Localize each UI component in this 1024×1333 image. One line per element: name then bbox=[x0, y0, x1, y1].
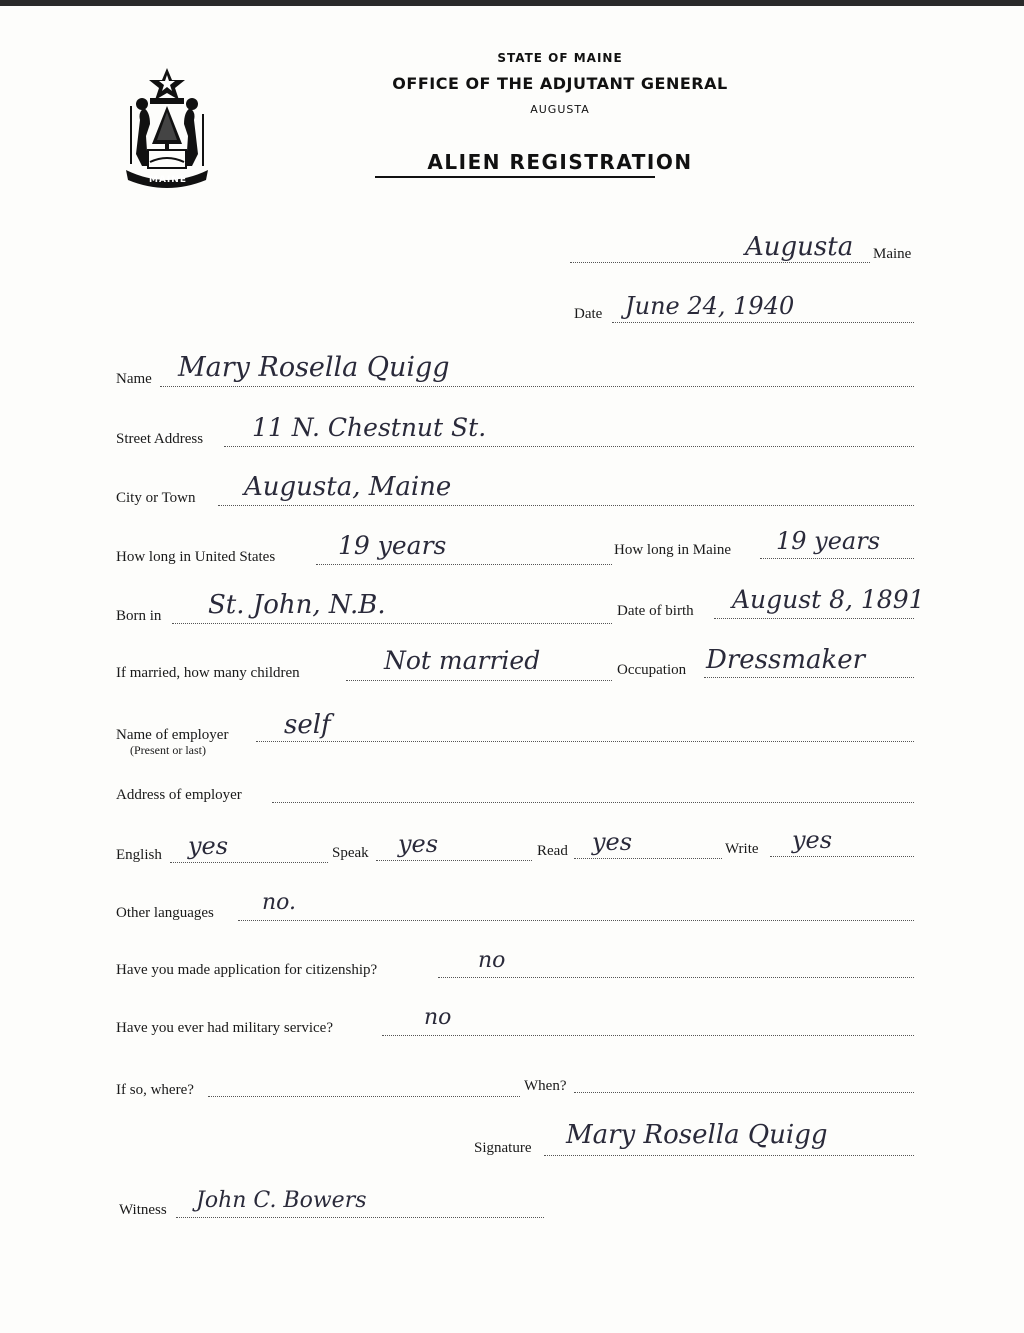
signature-value: Mary Rosella Quigg bbox=[566, 1120, 828, 1150]
place-value: Augusta bbox=[745, 232, 854, 262]
military-line bbox=[382, 1035, 914, 1036]
place-line bbox=[570, 262, 870, 263]
maine-duration-line bbox=[760, 558, 914, 559]
other-languages-line bbox=[238, 920, 914, 921]
date-value: June 24, 1940 bbox=[625, 292, 795, 320]
name-label: Name bbox=[116, 371, 152, 387]
form-title: ALIEN REGISTRATION bbox=[427, 150, 693, 174]
occupation-label: Occupation bbox=[617, 662, 687, 678]
english-label: English bbox=[116, 847, 162, 863]
us-duration-label: How long in United States bbox=[116, 549, 276, 565]
date-line bbox=[612, 322, 914, 323]
maine-duration-label: How long in Maine bbox=[614, 542, 732, 558]
read-label: Read bbox=[537, 843, 568, 859]
title-underline bbox=[375, 176, 655, 178]
write-value: yes bbox=[792, 826, 833, 854]
where-label: If so, where? bbox=[116, 1082, 194, 1098]
place-suffix: Maine bbox=[873, 246, 912, 262]
other-languages-label: Other languages bbox=[116, 905, 214, 921]
city-heading: AUGUSTA bbox=[530, 103, 590, 116]
city-line bbox=[218, 505, 914, 506]
write-label: Write bbox=[725, 841, 759, 857]
children-line bbox=[346, 680, 612, 681]
employer-sublabel: (Present or last) bbox=[130, 743, 206, 757]
dob-value: August 8, 1891 bbox=[732, 585, 925, 614]
occupation-line bbox=[704, 677, 914, 678]
speak-line bbox=[376, 860, 532, 861]
city-label: City or Town bbox=[116, 490, 196, 506]
employer-label: Name of employer bbox=[116, 727, 229, 743]
city-value: Augusta, Maine bbox=[244, 472, 452, 502]
born-line bbox=[172, 623, 612, 624]
children-value: Not married bbox=[384, 646, 541, 675]
citizenship-value: no bbox=[478, 948, 506, 973]
street-value: 11 N. Chestnut St. bbox=[252, 413, 487, 442]
employer-value: self bbox=[284, 710, 331, 740]
name-line bbox=[160, 386, 914, 387]
witness-line bbox=[176, 1217, 544, 1218]
write-line bbox=[770, 856, 914, 857]
english-value: yes bbox=[188, 832, 229, 860]
read-line bbox=[574, 858, 722, 859]
when-line bbox=[574, 1092, 914, 1093]
dob-line bbox=[714, 618, 914, 619]
office-heading: OFFICE OF THE ADJUTANT GENERAL bbox=[392, 74, 728, 93]
read-value: yes bbox=[592, 828, 633, 856]
scan-edge bbox=[0, 0, 1024, 6]
witness-label: Witness bbox=[119, 1202, 167, 1218]
occupation-value: Dressmaker bbox=[706, 645, 866, 675]
us-duration-value: 19 years bbox=[338, 531, 447, 560]
employer-address-label: Address of employer bbox=[116, 787, 242, 803]
street-label: Street Address bbox=[116, 431, 204, 447]
seal-motto: MAINE bbox=[149, 175, 187, 185]
born-value: St. John, N.B. bbox=[208, 590, 386, 620]
signature-label: Signature bbox=[474, 1140, 532, 1156]
citizenship-line bbox=[438, 977, 914, 978]
date-label: Date bbox=[574, 306, 603, 322]
state-heading: STATE OF MAINE bbox=[497, 51, 623, 65]
signature-line bbox=[544, 1155, 914, 1156]
when-label: When? bbox=[524, 1078, 567, 1094]
state-seal-icon bbox=[112, 66, 222, 188]
children-label: If married, how many children bbox=[116, 665, 300, 681]
employer-line bbox=[256, 741, 914, 742]
english-line bbox=[170, 862, 328, 863]
citizenship-label: Have you made application for citizenship? bbox=[116, 962, 378, 978]
where-line bbox=[208, 1096, 520, 1097]
speak-value: yes bbox=[398, 830, 439, 858]
maine-duration-value: 19 years bbox=[776, 527, 881, 555]
witness-value: John C. Bowers bbox=[196, 1188, 367, 1213]
employer-address-line bbox=[272, 802, 914, 803]
born-label: Born in bbox=[116, 608, 162, 624]
other-languages-value: no. bbox=[262, 890, 297, 915]
us-duration-line bbox=[316, 564, 612, 565]
military-value: no bbox=[424, 1005, 452, 1030]
name-value: Mary Rosella Quigg bbox=[178, 352, 450, 383]
speak-label: Speak bbox=[332, 845, 369, 861]
military-label: Have you ever had military service? bbox=[116, 1020, 333, 1036]
dob-label: Date of birth bbox=[617, 603, 694, 619]
street-line bbox=[224, 446, 914, 447]
